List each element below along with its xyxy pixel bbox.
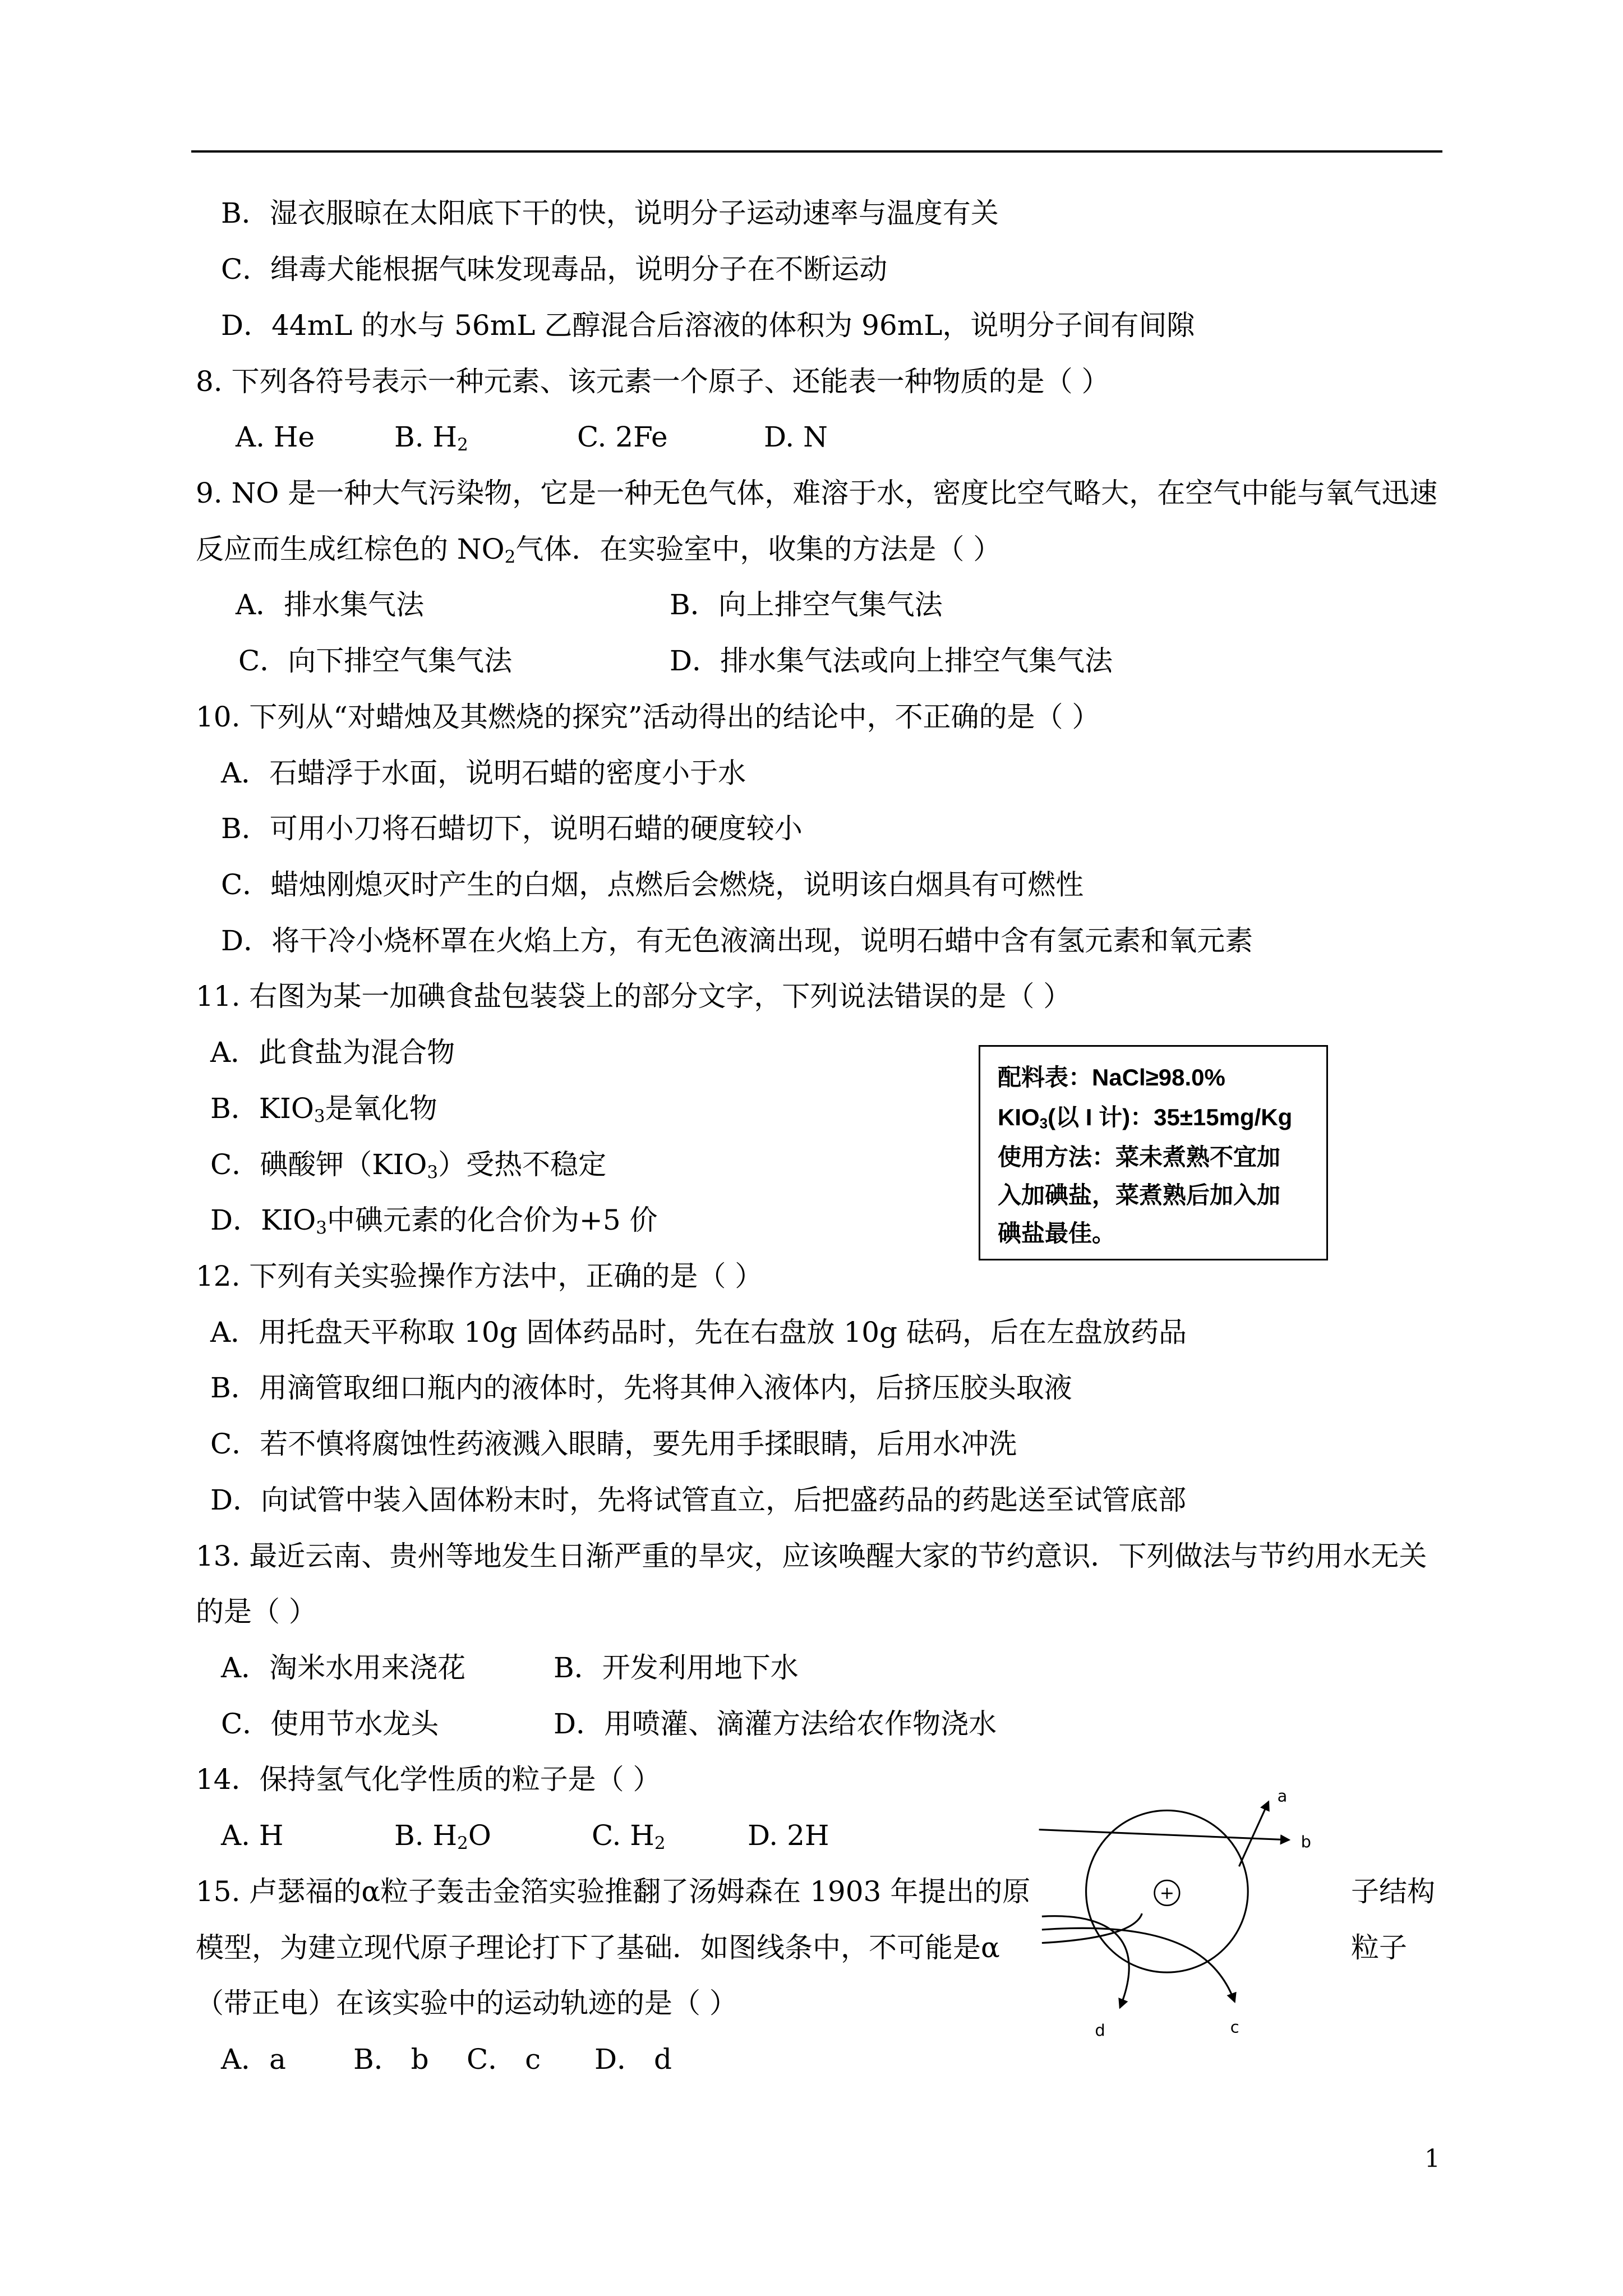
alpha-scattering-diagram (1026, 1772, 1335, 2052)
q14-option-b-after: O (468, 1819, 491, 1852)
q15-option-c: C． c (467, 2043, 541, 2076)
q11-option-d (210, 1203, 658, 1237)
page-number: 1 (1424, 2145, 1440, 2173)
q11-option-c (210, 1148, 606, 1181)
q11-option-b-sub: 3 (313, 1106, 325, 1126)
q15-stem-line2-end: 粒子 (1351, 1931, 1407, 1964)
label-box-line4: 入加碘盐，菜煮熟后加入加 (998, 1182, 1281, 1208)
q11-option-b-after: 是氧化物 (325, 1092, 437, 1125)
q9-option-a: A．排水集气法 (236, 588, 425, 621)
q8-option-c: C. 2Fe (577, 421, 668, 453)
q12-option-a: A．用托盘天平称取 10g 固体药品时，先在右盘放 10g 砝码，后在左盘放药品 (210, 1316, 1187, 1349)
q13-stem-line1: 13. 最近云南、贵州等地发生日渐严重的旱灾，应该唤醒大家的节约意识．下列做法与节约用水无关 (196, 1540, 1427, 1572)
q8-option-b-sub: 2 (457, 434, 468, 455)
label-box-line3: 使用方法：菜未煮熟不宜加 (998, 1144, 1281, 1170)
nucleus-plus-sign: + (1159, 1883, 1175, 1903)
q11-stem: 11. 右图为某一加碘食盐包装袋上的部分文字，下列说法错误的是（ ） (196, 980, 1072, 1013)
label-box-line2-after: (以 I 计)：35±15mg/Kg (1048, 1104, 1293, 1130)
q8-stem: 8. 下列各符号表示一种元素、该元素一个原子、还能表一种物质的是（ ） (196, 365, 1110, 398)
q12-stem: 12. 下列有关实验操作方法中，正确的是（ ） (196, 1260, 763, 1292)
q10-option-b: B．可用小刀将石蜡切下，说明石蜡的硬度较小 (221, 812, 803, 845)
q15-stem-line2: 模型，为建立现代原子理论打下了基础．如图线条中，不可能是α (196, 1931, 1000, 1964)
q11-option-a: A．此食盐为混合物 (210, 1036, 455, 1069)
q14-option-c-sub: 2 (654, 1833, 666, 1853)
q10-option-d: D．将干冷小烧杯罩在火焰上方，有无色液滴出现，说明石蜡中含有氢元素和氧元素 (221, 924, 1253, 957)
q13-stem-line2: 的是（ ） (196, 1595, 317, 1628)
q8-option-a: A. He (236, 421, 315, 453)
q10-stem: 10. 下列从“对蜡烛及其燃烧的探究”活动得出的结论中，不正确的是（ ） (196, 701, 1100, 733)
q11-option-c-sub: 3 (427, 1162, 439, 1182)
q8-option-d: D. N (764, 421, 828, 453)
q9-stem-line2-text: 反应而生成红棕色的 NO (196, 533, 505, 565)
q7-option-c: C．缉毒犬能根据气味发现毒品，说明分子在不断运动 (221, 253, 888, 286)
label-box-line2-text: KIO (998, 1104, 1040, 1130)
q14-option-b (394, 1819, 491, 1852)
q13-option-b: B．开发利用地下水 (554, 1651, 799, 1684)
q13-option-a: A．淘米水用来浇花 (221, 1651, 466, 1684)
q11-option-b-text: B．KIO (210, 1092, 314, 1125)
q15-stem-line1: 15. 卢瑟福的α粒子轰击金箔实验推翻了汤姆森在 1903 年提出的原 (196, 1875, 1031, 1908)
label-box-line1: 配料表：NaCl≥98.0% (998, 1064, 1225, 1091)
label-a: a (1277, 1786, 1288, 1806)
q9-stem-line2-after: 气体．在实验室中，收集的方法是（ ） (515, 533, 1002, 565)
q7-option-d: D．44mL 的水与 56mL 乙醇混合后溶液的体积为 96mL，说明分子间有间隙 (221, 309, 1195, 342)
q13-option-c: C．使用节水龙头 (221, 1708, 439, 1740)
q9-stem-line1: 9. NO 是一种大气污染物，它是一种无色气体，难溶于水，密度比空气略大，在空气中能与氧气迅速 (196, 477, 1438, 509)
q9-option-d: D．排水集气法或向上排空气集气法 (670, 645, 1113, 677)
q15-option-a: A．a (221, 2043, 286, 2076)
q10-option-a: A．石蜡浮于水面，说明石蜡的密度小于水 (221, 757, 746, 789)
q15-option-b: B． b (353, 2043, 429, 2076)
q9-option-c: C．向下排空气集气法 (238, 645, 513, 677)
q14-option-c-text: C. H (592, 1819, 654, 1852)
q11-option-d-sub: 3 (316, 1217, 327, 1238)
q9-option-b: B．向上排空气集气法 (670, 588, 943, 621)
q11-option-b (210, 1092, 437, 1125)
q14-option-b-sub: 2 (457, 1833, 468, 1853)
label-box-line5: 碘盐最佳。 (998, 1220, 1116, 1246)
q14-stem: 14．保持氢气化学性质的粒子是（ ） (196, 1763, 661, 1796)
trajectory-c (1042, 1928, 1235, 2001)
iodized-salt-label-box (979, 1045, 1328, 1260)
q9-stem-line2 (196, 532, 1001, 566)
q14-option-a: A. H (221, 1819, 284, 1852)
q10-option-c: C．蜡烛刚熄灭时产生的白烟，点燃后会燃烧，说明该白烟具有可燃性 (221, 868, 1084, 901)
q12-option-d: D．向试管中装入固体粉末时，先将试管直立，后把盛药品的药匙送至试管底部 (210, 1484, 1187, 1516)
q14-option-c (592, 1819, 666, 1852)
q15-stem-line3: （带正电）在该实验中的运动轨迹的是（ ） (196, 1987, 737, 2019)
q8-option-b-text: B. H (394, 421, 458, 453)
label-c: c (1230, 2017, 1239, 2037)
q15-stem-line1-end: 子结构 (1351, 1875, 1435, 1908)
label-box-line2 (998, 1101, 1292, 1134)
q11-option-c-after: ）受热不稳定 (438, 1148, 607, 1181)
q12-option-b: B．用滴管取细口瓶内的液体时，先将其伸入液体内，后挤压胶头取液 (210, 1372, 1072, 1404)
q15-option-d: D． d (594, 2043, 672, 2076)
q14-option-d: D. 2H (748, 1819, 829, 1852)
q9-stem-line2-sub: 2 (504, 546, 516, 567)
trajectory-a (1239, 1802, 1268, 1866)
q13-option-d: D．用喷灌、滴灌方法给农作物浇水 (554, 1708, 997, 1740)
q11-option-c-text: C．碘酸钾（KIO (210, 1148, 427, 1181)
q11-option-d-text: D．KIO (210, 1204, 316, 1236)
label-b: b (1301, 1832, 1311, 1852)
q7-option-b: B．湿衣服晾在太阳底下干的快，说明分子运动速率与温度有关 (221, 197, 999, 229)
label-d: d (1095, 2020, 1105, 2040)
q8-option-b (394, 420, 468, 454)
q12-option-c: C．若不慎将腐蚀性药液溅入眼睛，要先用手揉眼睛，后用水冲洗 (210, 1428, 1017, 1460)
label-box-line2-sub: 3 (1039, 1115, 1048, 1132)
q11-option-d-after: 中碘元素的化合价为+5 价 (326, 1204, 658, 1236)
q14-option-b-text: B. H (394, 1819, 458, 1852)
header-rule (191, 150, 1442, 153)
